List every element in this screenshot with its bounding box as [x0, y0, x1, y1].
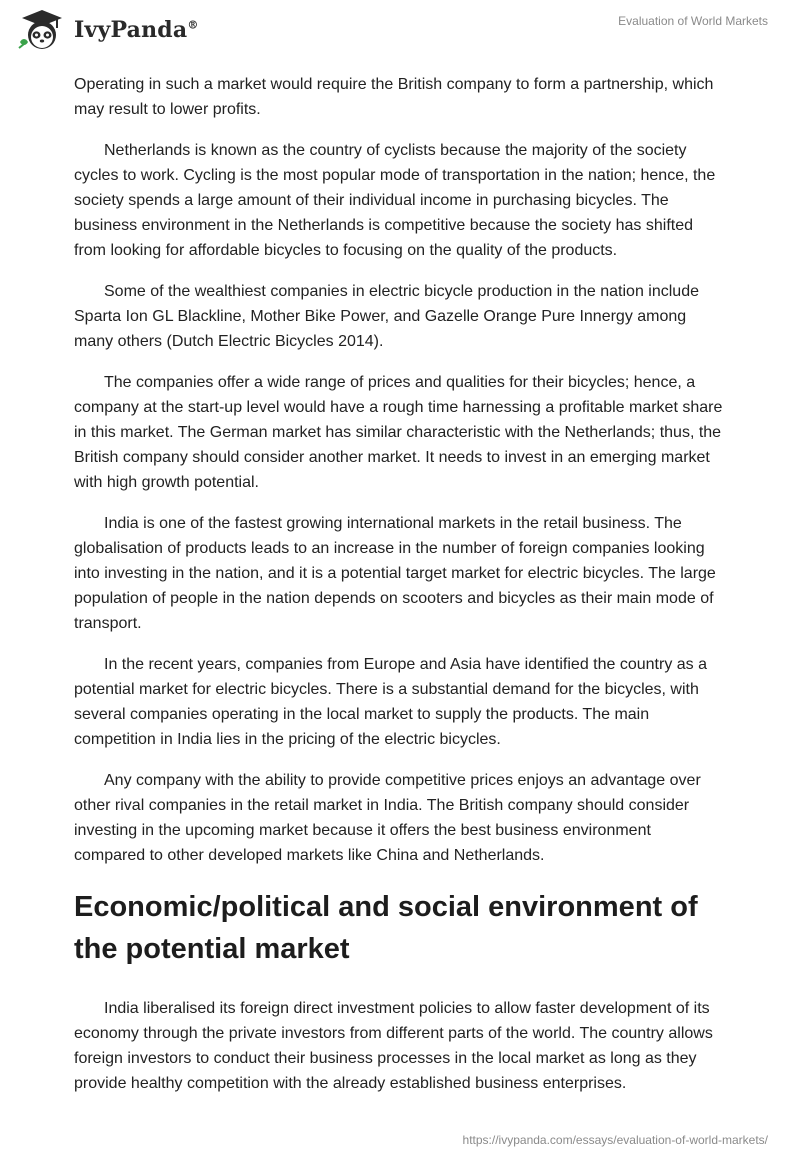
source-url[interactable]: https://ivypanda.com/essays/evaluation-of-world-markets/ [462, 1133, 768, 1147]
paragraph: The companies offer a wide range of prices and qualities for their bicycles; hence, a company at the start-up level would have a rough time harnessing a profitable market share in this market. The German market has similar characteristic with the Netherlands; thus, the British company should consider another market. It needs to invest in an emerging market with high growth potential. [74, 374, 723, 491]
page-header [0, 0, 800, 66]
brand-name: IvyPanda® [74, 17, 199, 43]
paragraph: Netherlands is known as the country of cyclists because the majority of the society cycles to work. Cycling is the most popular mode of transportation in the nation; hence, the society spends a large amount of their individual income in purchasing bicycles. The business environment in the Netherlands is competitive because the society has shifted from looking for affordable bicycles to focusing on the quality of the products. [74, 142, 716, 259]
paragraph: India is one of the fastest growing international markets in the retail business. The globalisation of products leads to an increase in the number of foreign companies looking into investing in the nation, and it is a potential target market for electric bicycles. The large population of people in the nation depends on scooters and bicycles as their main mode of transport. [74, 515, 716, 632]
paragraph: Operating in such a market would require the British company to form a partnership, which may result to lower profits. [74, 76, 714, 118]
paragraph: India liberalised its foreign direct investment policies to allow faster development of its economy through the private investors from different parts of the world. The country allows foreign investors to conduct their business processes in the local market as long as they provide healthy competition with the already established business enterprises. [74, 1000, 713, 1092]
essay-body [74, 72, 726, 1112]
paragraph: In the recent years, companies from Europe and Asia have identified the country as a potential market for electric bicycles. There is a substantial demand for the bicycles, with several companies operating in the local market to supply the products. The main competition in India lies in the pricing of the electric bicycles. [74, 656, 708, 748]
section-heading: Economic/political and social environment of the potential market [74, 891, 698, 965]
paragraph: Any company with the ability to provide competitive prices enjoys an advantage over other rival companies in the retail market in India. The British company should consider investing in the upcoming market because it offers the best business environment compared to other developed markets like China and Netherlands. [74, 772, 701, 864]
ivypanda-logo[interactable] [16, 8, 199, 52]
paragraph: Some of the wealthiest companies in electric bicycle production in the nation include Sparta Ion GL Blackline, Mother Bike Power, and Gazelle Orange Pure Innergy among many others (Dutch Electric Bicycles 2014). [74, 283, 699, 350]
panda-graduate-logo-icon [16, 8, 68, 52]
document-title: Evaluation of World Markets [618, 14, 768, 28]
